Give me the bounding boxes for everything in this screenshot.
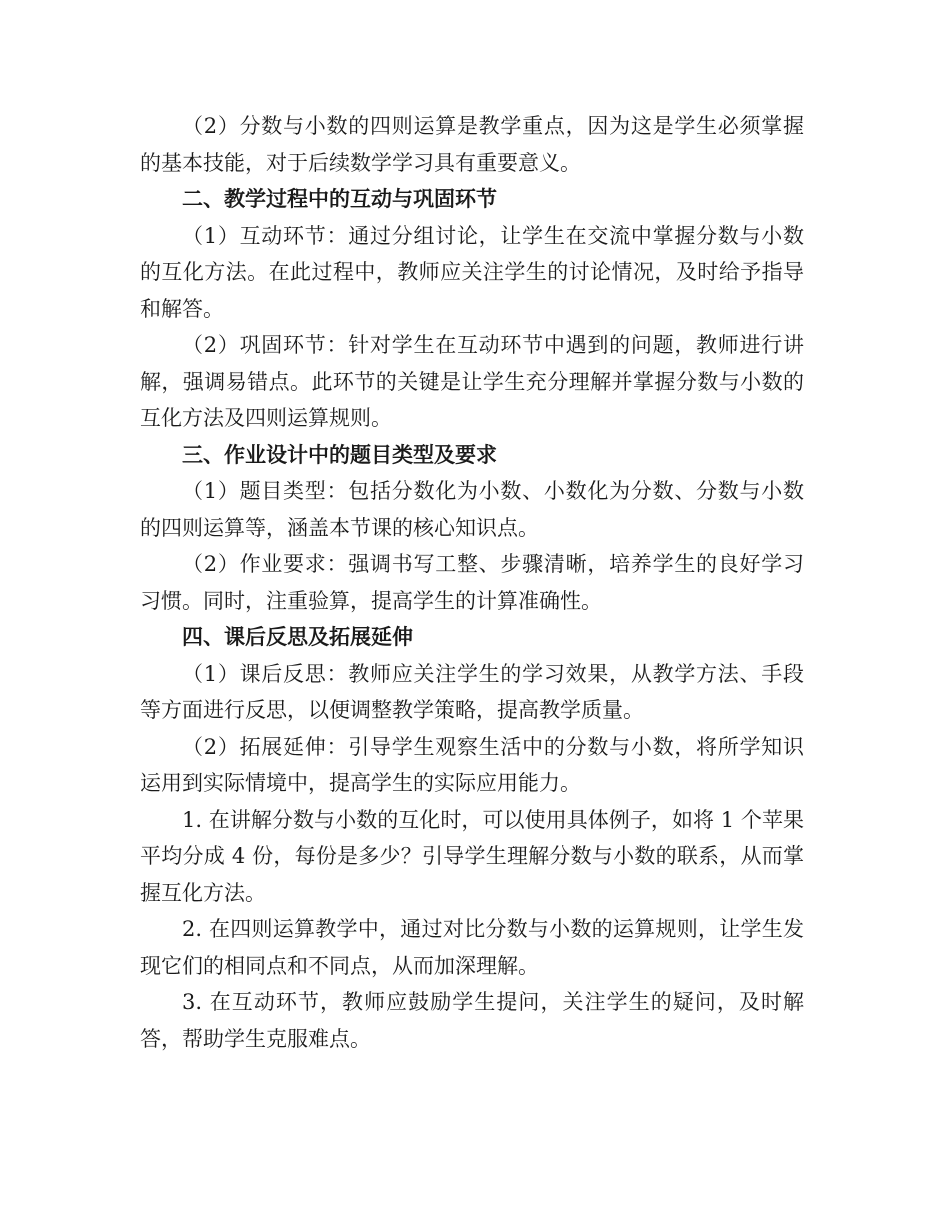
list-item: 3. 在互动环节，教师应鼓励学生提问，关注学生的疑问，及时解答，帮助学生克服难点。: [140, 990, 804, 1051]
section-heading: 四、课后反思及拓展延伸: [182, 624, 413, 649]
section-heading: 二、教学过程中的互动与巩固环节: [182, 186, 497, 211]
paragraph: （1）互动环节：通过分组讨论，让学生在交流中掌握分数与小数的互化方法。在此过程中，教师应关注学生的讨论情况，及时给予指导和解答。: [140, 223, 804, 321]
paragraph: （1）题目类型：包括分数化为小数、小数化为分数、分数与小数的四则运算等，涵盖本节课的核心知识点。: [140, 479, 804, 540]
paragraph: （2）巩固环节：针对学生在互动环节中遇到的问题，教师进行讲解，强调易错点。此环节的关键是让学生充分理解并掌握分数与小数的互化方法及四则运算规则。: [140, 333, 804, 430]
list-item: 1. 在讲解分数与小数的互化时，可以使用具体例子，如将 1 个苹果平均分成 4 份，每份是多少？引导学生理解分数与小数的联系，从而掌握互化方法。: [140, 807, 804, 905]
document-body: [140, 108, 804, 1057]
paragraph: （2）分数与小数的四则运算是教学重点，因为这是学生必须掌握的基本技能，对于后续数学学习具有重要意义。: [140, 114, 804, 175]
section-heading: 三、作业设计中的题目类型及要求: [182, 441, 497, 467]
paragraph: （2）作业要求：强调书写工整、步骤清晰，培养学生的良好学习习惯。同时，注重验算，提高学生的计算准确性。: [140, 552, 804, 613]
paragraph: （1）课后反思：教师应关注学生的学习效果，从教学方法、手段等方面进行反思，以便调整教学策略，提高教学质量。: [140, 661, 804, 722]
list-item: 2. 在四则运算教学中，通过对比分数与小数的运算规则，让学生发现它们的相同点和不同点，从而加深理解。: [140, 917, 804, 978]
paragraph: （2）拓展延伸：引导学生观察生活中的分数与小数，将所学知识运用到实际情境中，提高学生的实际应用能力。: [140, 734, 804, 795]
